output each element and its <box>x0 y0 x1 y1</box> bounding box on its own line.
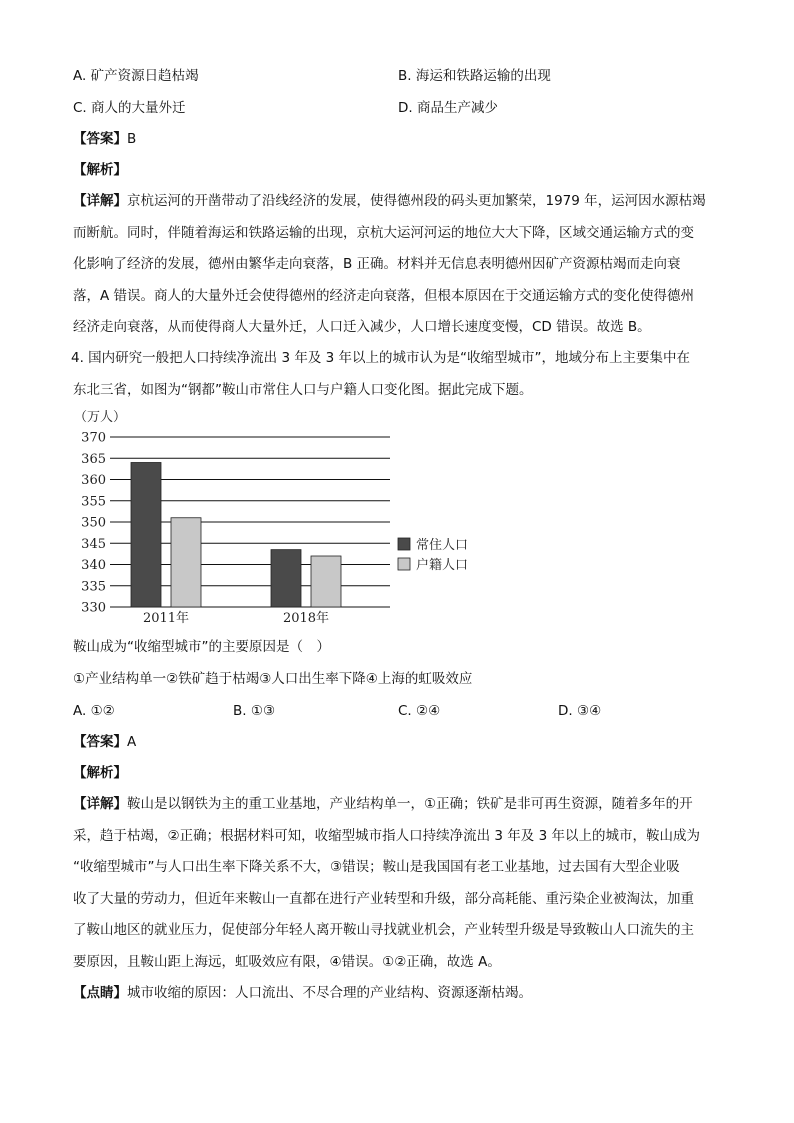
legend-label-resident: 常住人口 <box>416 538 469 553</box>
y-tick-label: 330 <box>81 600 106 616</box>
detail-line: 收了大量的劳动力，但近年来鞍山一直都在进行产业转型和升级，部分高耗能、重污染企业被淘汰，加重 <box>73 890 694 907</box>
tip-text: 城市收缩的原因：人口流出、不尽合理的产业结构、资源逐渐枯竭。 <box>127 985 532 1001</box>
x-tick-label: 2011年 <box>142 611 190 626</box>
answer-tag: 【答案】 <box>73 131 127 147</box>
analysis-tag: 【解析】 <box>73 162 127 178</box>
detail-line: 经济走向衰落，从而使得商人大量外迁，人口迁入减少，人口增长速度变慢，CD 错误。故选 B。 <box>73 319 651 335</box>
y-axis-ticks <box>81 431 106 616</box>
detail-line: 化影响了经济的发展，德州由繁华走向衰落，B 正确。材料并无信息表明德州因矿产资源枯竭而走向衰 <box>73 256 681 272</box>
legend-swatch-resident <box>398 538 410 550</box>
answer-line <box>73 130 136 148</box>
detail-paragraph <box>73 789 725 978</box>
y-tick-label: 365 <box>81 451 106 467</box>
chart-unit-label: （万人） <box>74 410 127 425</box>
y-tick-label: 370 <box>81 430 106 446</box>
question-stem <box>71 343 723 406</box>
y-tick-label: 340 <box>81 558 106 573</box>
detail-text: 鞍山是以钢铁为主的重工业基地，产业结构单一，①正确；铁矿是非可再生资源，随着多年的开 <box>127 796 693 812</box>
bar-resident <box>131 463 161 608</box>
option-c: C. 商人的大量外迁 <box>73 100 186 116</box>
detail-line: 而断航。同时，伴随着海运和铁路运输的出现，京杭大运河河运的地位大大下降，区域交通运输方式的变 <box>73 224 694 241</box>
stem-line: 东北三省，如图为“钢都”鞍山市常住人口与户籍人口变化图。据此完成下题。 <box>73 381 533 398</box>
detail-line <box>73 789 725 821</box>
bar-registered <box>171 518 201 607</box>
option-a: A. ①② <box>73 703 115 719</box>
answer-tag: 【答案】 <box>73 734 127 750</box>
tip-line <box>73 984 532 1002</box>
detail-text: 京杭运河的开凿带动了沿线经济的发展，使得德州段的码头更加繁荣，1979 年，运河因水源枯竭 <box>127 193 706 209</box>
bar-registered <box>311 556 341 607</box>
y-tick-label: 360 <box>81 473 106 488</box>
option-a: A. 矿产资源日趋枯竭 <box>73 68 199 84</box>
detail-line <box>73 186 725 218</box>
option-d: D. 商品生产减少 <box>398 100 498 116</box>
option-b: B. 海运和铁路运输的出现 <box>398 68 551 84</box>
x-axis-ticks <box>143 610 329 626</box>
detail-tag: 【详解】 <box>73 193 127 209</box>
detail-line: 了鞍山地区的就业压力，促使部分年轻人离开鞍山寻找就业机会，产业转型升级是导致鞍山人口流失的主 <box>73 922 694 938</box>
question-text: 鞍山成为“收缩型城市”的主要原因是（ ） <box>73 639 330 655</box>
analysis-tag: 【解析】 <box>73 765 127 781</box>
detail-line: 要原因，且鞍山距上海远，虹吸效应有限，④错误。①②正确，故选 A。 <box>73 953 501 970</box>
chart-legend <box>398 537 468 573</box>
answer-line <box>73 733 136 751</box>
population-chart <box>70 405 490 640</box>
answer-value: B <box>127 131 137 147</box>
option-c: C. ②④ <box>398 703 441 719</box>
detail-line: 落，A 错误。商人的大量外迁会使得德州的经济走向衰落，但根本原因在于交通运输方式的变化使得德州 <box>73 287 695 304</box>
legend-swatch-registered <box>398 558 410 570</box>
detail-line: 采，趋于枯竭，②正确；根据材料可知，收缩型城市指人口持续净流出 3 年及 3 年以上的城市，鞍山成为 <box>73 827 700 844</box>
y-tick-label: 335 <box>81 579 106 595</box>
legend-label-registered: 户籍人口 <box>416 558 469 573</box>
x-tick-label: 2018年 <box>282 611 330 626</box>
detail-tag: 【详解】 <box>73 796 127 812</box>
detail-line: “收缩型城市”与人口出生率下降关系不大，③错误；鞍山是我国国有老工业基地，过去国有大型企业吸 <box>73 859 680 875</box>
answer-value: A <box>127 734 137 750</box>
statements: ①产业结构单一②铁矿趋于枯竭③人口出生率下降④上海的虹吸效应 <box>73 671 473 687</box>
bar-resident <box>271 550 301 607</box>
option-b: B. ①③ <box>233 703 276 719</box>
tip-tag: 【点睛】 <box>73 985 127 1001</box>
detail-paragraph <box>73 186 725 344</box>
y-tick-label: 350 <box>81 515 106 531</box>
stem-line: 4. 国内研究一般把人口持续净流出 3 年及 3 年以上的城市认为是“收缩型城市”，地域分布上主要集中在 <box>71 350 691 366</box>
y-tick-label: 345 <box>81 536 106 552</box>
option-d: D. ③④ <box>558 703 602 719</box>
y-tick-label: 355 <box>81 494 106 510</box>
